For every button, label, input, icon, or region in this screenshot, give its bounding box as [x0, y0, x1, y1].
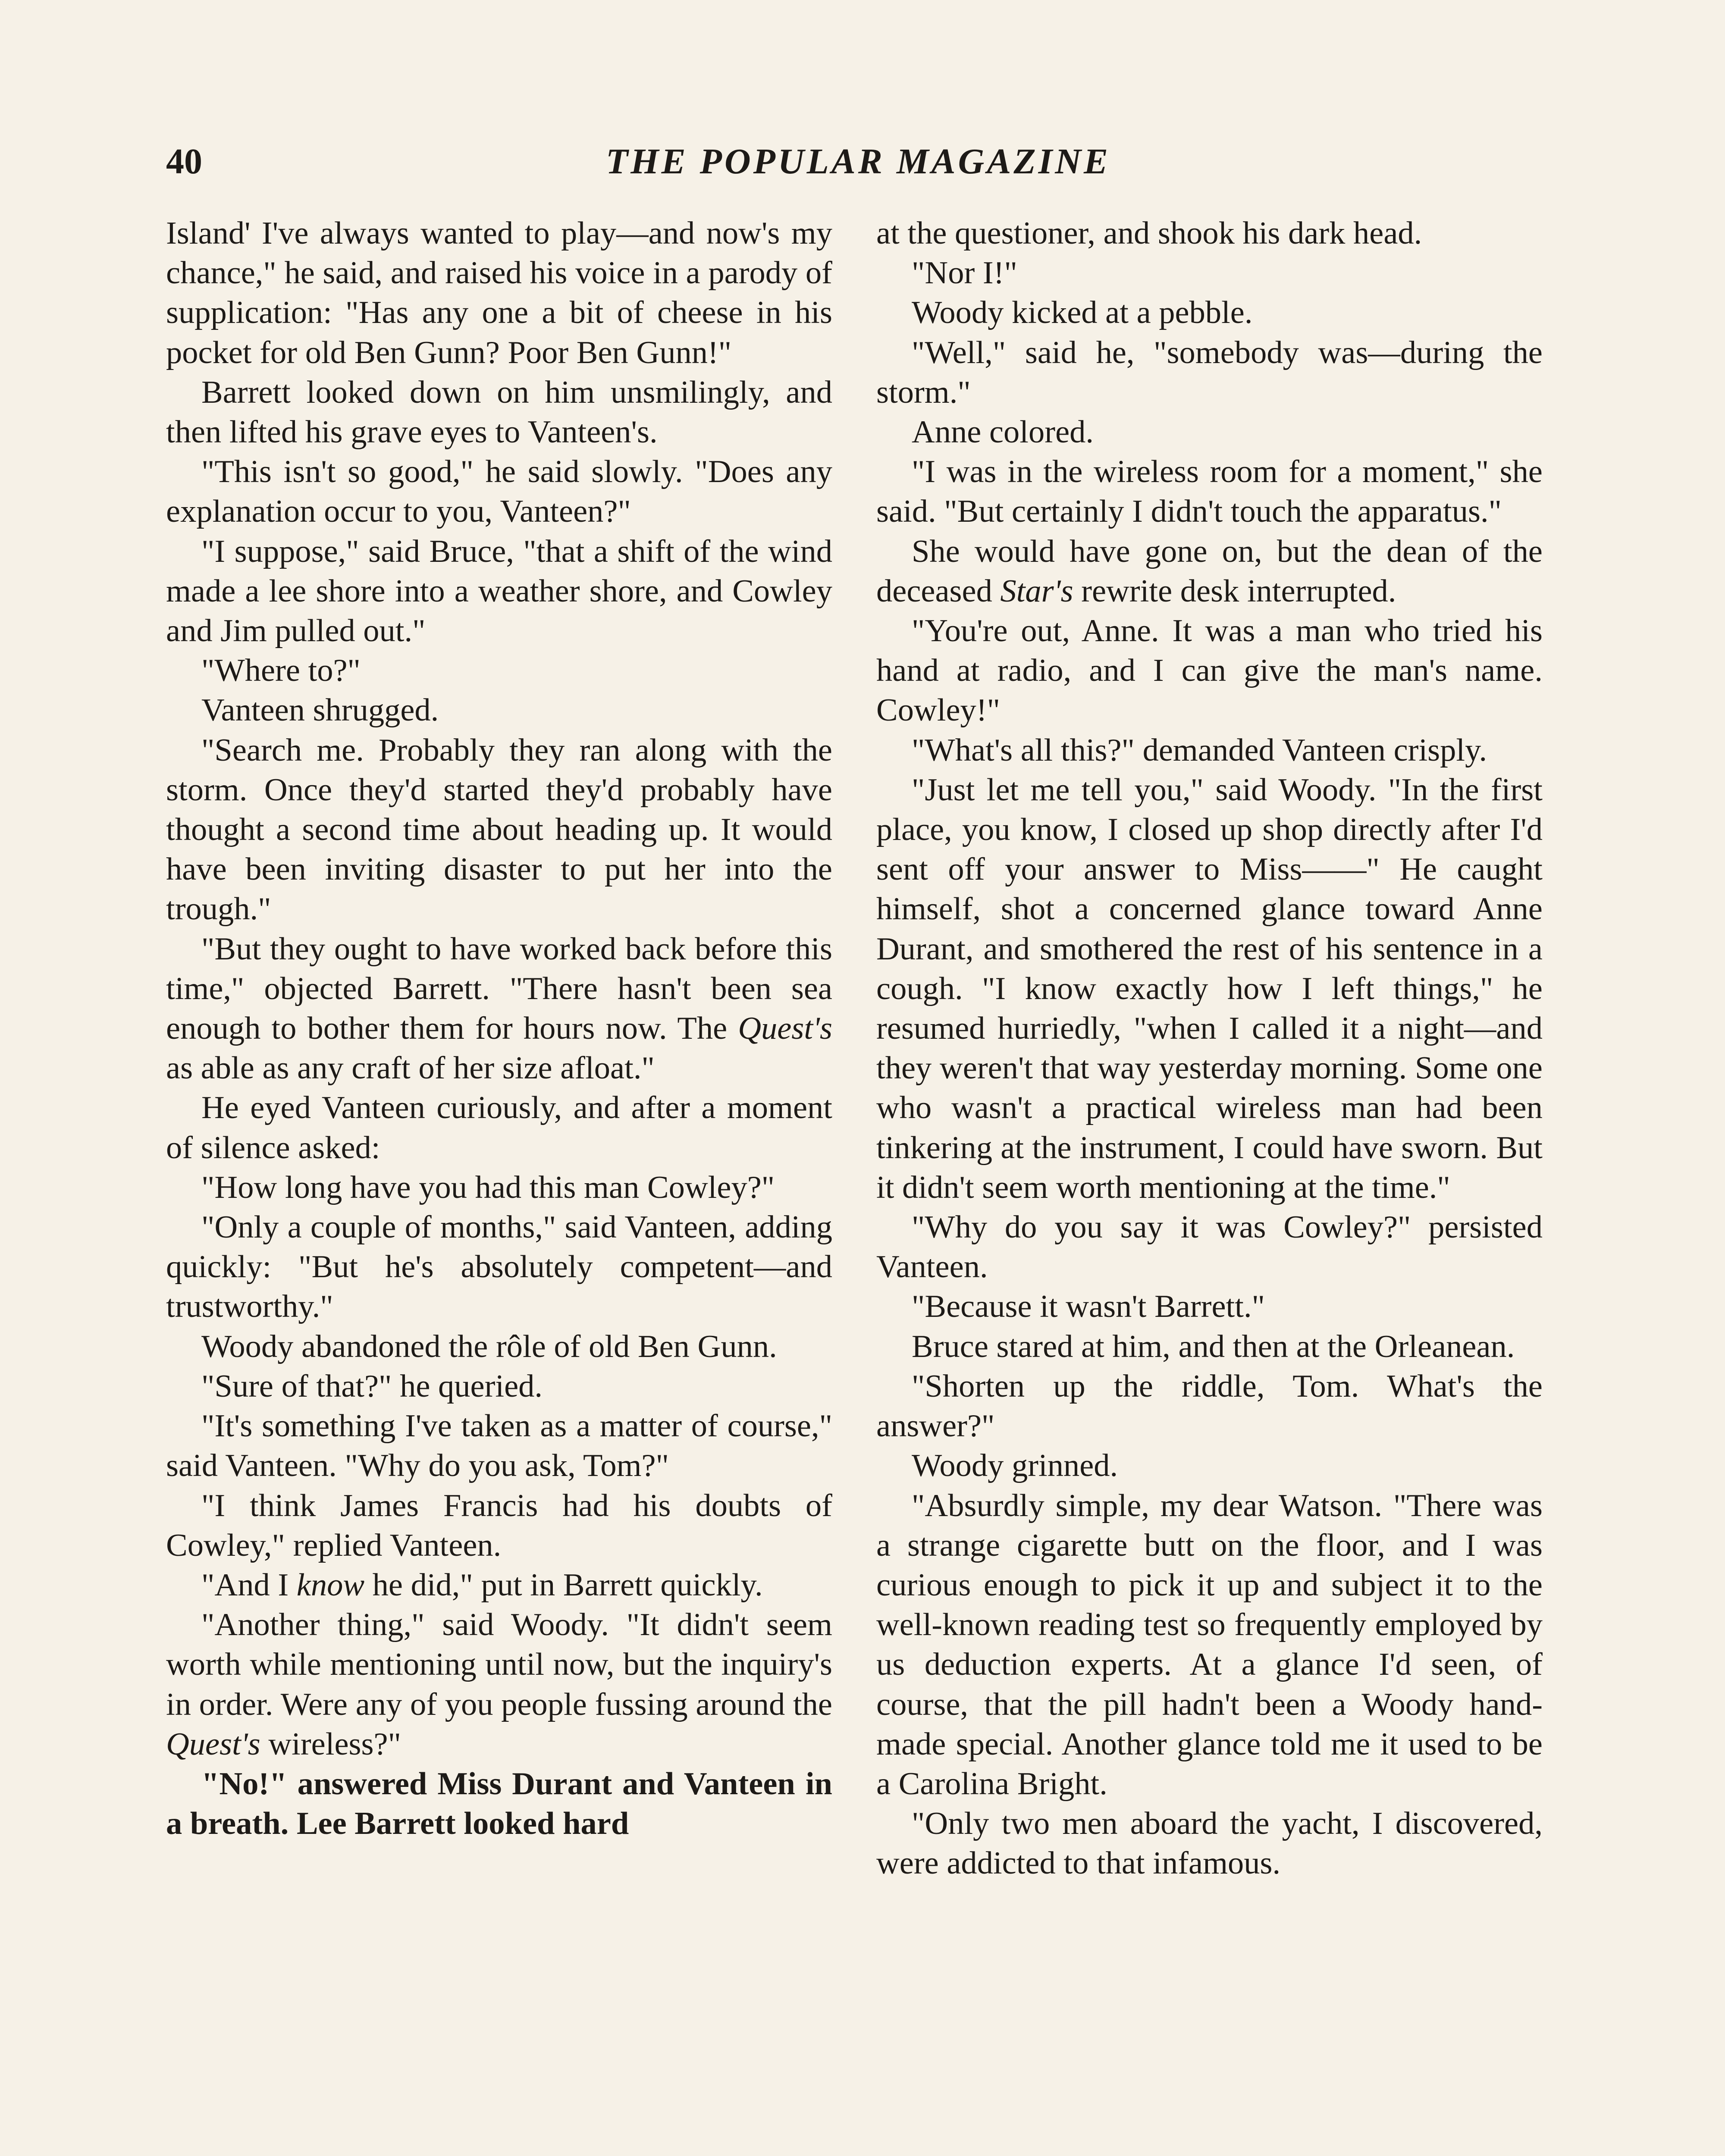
left-column — [166, 213, 832, 1843]
paragraph: "What's all this?" demanded Vanteen crisply. — [912, 732, 1487, 768]
paragraph: "Search me. Probably they ran along with the storm. Once they'd started they'd probably have thought a second time about heading up. It would have been inviting disaster to put her into the trough." — [166, 732, 832, 927]
paragraph: "Only a couple of months," said Vanteen, adding quickly: "But he's absolutely competent—and trustworthy." — [166, 1210, 832, 1325]
paragraph-text: rewrite desk interrupted. — [1073, 573, 1396, 609]
paragraph: "I think James Francis had his doubts of Cowley," replied Vanteen. — [166, 1488, 832, 1563]
paragraph: "Why do you say it was Cowley?" persisted Vanteen. — [876, 1210, 1543, 1285]
paragraph: "Just let me tell you," said Woody. "In the first place, you know, I closed up shop directly after I'd sent off your answer to Miss——" He caught himself, shot a concerned glance toward Anne Durant, and smothered the rest of his sentence in a cough. "I know exactly how I left things," he resumed hurriedly, "when I called it a night—and they weren't that way yesterday morning. Some one who wasn't a practical wireless man had been tinkering at the instrument, I could have sworn. But it didn't seem worth mentioning at the time." — [876, 772, 1543, 1205]
paragraph: "Because it wasn't Barrett." — [912, 1289, 1265, 1325]
paragraph-text: "But they ought to have worked back before this time," objected Barrett. "There hasn't been sea enough to bother them for hours now. The — [166, 931, 832, 1047]
paragraph-text: She would have gone on, but the dean of the deceased — [876, 533, 1543, 609]
page-number: 40 — [166, 141, 202, 182]
paragraph: "You're out, Anne. It was a man who tried his hand at radio, and I can give the man's name. Cowley!" — [876, 613, 1543, 728]
paragraph — [166, 1605, 832, 1764]
paragraph: at the questioner, and shook his dark head. — [876, 216, 1422, 251]
paragraph: "This isn't so good," he said slowly. "Does any explanation occur to you, Vanteen?" — [166, 454, 832, 530]
paragraph: "Nor I!" — [912, 255, 1017, 291]
paragraph: "Sure of that?" he queried. — [201, 1368, 543, 1404]
paragraph: "No!" answered Miss Durant and Vanteen in a breath. Lee Barrett looked hard — [166, 1766, 832, 1842]
paragraph: Barrett looked down on him unsmilingly, and then lifted his grave eyes to Vanteen's. — [166, 374, 832, 450]
running-title: THE POPULAR MAGAZINE — [605, 141, 1111, 182]
paragraph: "I suppose," said Bruce, "that a shift of the wind made a lee shore into a weather shore, and Cowley and Jim pulled out." — [166, 533, 832, 649]
paragraph: "Well," said he, "somebody was—during the storm." — [876, 335, 1543, 410]
paragraph-text: "And I — [201, 1567, 297, 1603]
emphasis: know — [296, 1567, 365, 1603]
paragraph: Woody grinned. — [912, 1448, 1118, 1484]
paragraph: "I was in the wireless room for a moment," she said. "But certainly I didn't touch the apparatus." — [876, 454, 1543, 530]
paragraph: "Absurdly simple, my dear Watson. "There was a strange cigarette butt on the floor, and I was curious enough to pick it up and subject it to the well-known reading test so frequently employed by us deduction experts. At a glance I'd seen, of course, that the pill hadn't been a Woody hand-made special. Another glance told me it used to be a Carolina Bright. — [876, 1488, 1543, 1802]
paragraph — [166, 1565, 832, 1605]
paragraph: Vanteen shrugged. — [201, 693, 439, 728]
paragraph-text: as able as any craft of her size afloat." — [166, 1050, 655, 1086]
page-header — [166, 136, 1550, 188]
paragraph-text: wireless?" — [260, 1726, 401, 1762]
paragraph: Woody abandoned the rôle of old Ben Gunn. — [201, 1329, 777, 1364]
paragraph: "Only two men aboard the yacht, I discovered, were addicted to that infamous. — [876, 1806, 1543, 1881]
paragraph-text: he did," put in Barrett quickly. — [364, 1567, 763, 1603]
paragraph: Anne colored. — [912, 414, 1094, 450]
paragraph: "It's something I've taken as a matter of course," said Vanteen. "Why do you ask, Tom?" — [166, 1408, 832, 1484]
right-column — [876, 213, 1543, 1883]
paragraph — [166, 929, 832, 1088]
paragraph-text: "Another thing," said Woody. "It didn't seem worth while mentioning until now, but the inquiry's in order. Were any of you people fussing around the — [166, 1607, 832, 1722]
newspaper-name: Star's — [1000, 573, 1073, 609]
ship-name: Quest's — [166, 1726, 260, 1762]
paragraph: "Shorten up the riddle, Tom. What's the answer?" — [876, 1368, 1543, 1444]
paragraph: Woody kicked at a pebble. — [912, 295, 1253, 331]
paragraph: "Where to?" — [201, 653, 361, 689]
paragraph: He eyed Vanteen curiously, and after a moment of silence asked: — [166, 1090, 832, 1166]
ship-name: Quest's — [738, 1011, 832, 1047]
paragraph: Bruce stared at him, and then at the Orleanean. — [912, 1329, 1515, 1364]
paragraph — [876, 532, 1543, 611]
paragraph: "How long have you had this man Cowley?" — [201, 1169, 775, 1205]
paragraph: Island' I've always wanted to play—and now's my chance," he said, and raised his voice in a parody of supplication: "Has any one a bit of cheese in his pocket for old Ben Gunn? Poor Ben Gunn!" — [166, 216, 832, 370]
